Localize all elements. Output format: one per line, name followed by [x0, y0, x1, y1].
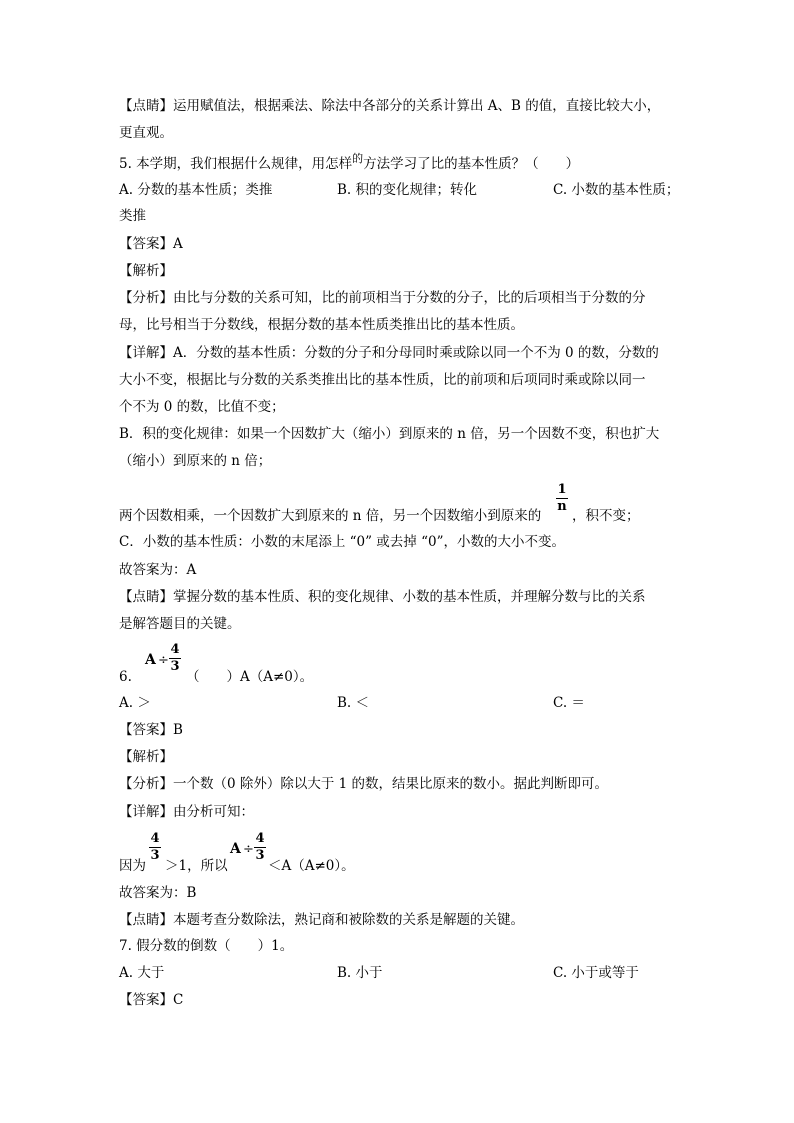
q6-question-rest: （ ）A（A≠0）。 — [186, 669, 314, 685]
q5-conclusion: 故答案为：A — [119, 562, 197, 578]
q6-expr-a: A — [145, 652, 156, 668]
q5-fraction-1-over-n: 1 n — [557, 482, 567, 514]
q7-option-a: A. 大于 — [119, 965, 165, 981]
q5-option-b: B. 积的变化规律；转化 — [337, 182, 478, 198]
q5-dianjing-line1: 【点睛】掌握分数的基本性质、积的变化规律、小数的基本性质，并理解分数与比的关系 — [119, 589, 646, 605]
q6-answer: 【答案】B — [119, 722, 183, 738]
q7-options — [119, 964, 679, 982]
q5-fenxi-line1: 【分析】由比与分数的关系可知，比的前项相当于分数的分子，比的后项相当于分数的分 — [119, 290, 646, 306]
q4-dianjing-line2: 更直观。 — [119, 125, 173, 141]
q6-expr-a-2: A — [230, 841, 241, 857]
q7-question: 7. 假分数的倒数（ ）1。 — [119, 938, 294, 954]
q5-answer: 【答案】A — [119, 236, 183, 252]
q5-dianjing-line2: 是解答题目的关键。 — [119, 616, 241, 632]
q5-xiangjie-line3: 个不为 0 的数，比值不变； — [119, 399, 285, 415]
q5-xiangjie-line1: 【详解】A．分数的基本性质：分数的分子和分母同时乘或除以同一个不为 0 的数，分数的 — [119, 345, 659, 361]
q6-fraction-4-3-2: 4 3 — [255, 831, 265, 863]
q7-answer: 【答案】C — [119, 992, 184, 1008]
q6-number: 6. — [119, 669, 132, 685]
q5-xiangjie-line5: （缩小）到原来的 n 倍； — [119, 453, 272, 469]
q6-fraction-4-3: 4 3 — [170, 642, 180, 674]
q6-conclusion: 故答案为：B — [119, 885, 197, 901]
q6-div-sign-2: ÷ — [243, 842, 254, 857]
q5-xiangjie-line6a: 两个因数相乘，一个因数扩大到原来的 n 倍，另一个因数缩小到原来的 — [119, 508, 542, 524]
q5-xiangjie-line6b: ，积不变； — [572, 508, 640, 524]
q6-div-sign: ÷ — [158, 653, 169, 668]
q6-option-a: A. ＞ — [119, 695, 151, 711]
q5-option-c: C. 小数的基本性质； — [553, 182, 680, 198]
q5-option-c-cont: 类推 — [119, 208, 146, 224]
q5-xiangjie-line2: 大小不变，根据比与分数的关系类推出比的基本性质，比的前项和后项同时乘或除以同一 — [119, 372, 646, 388]
q6-option-b: B. ＜ — [337, 695, 370, 711]
q5-question-sup: 的 — [352, 152, 364, 165]
q6-options — [119, 694, 679, 712]
q5-question: 5. 本学期，我们根据什么规律，用怎样$^的$方法学习了比的基本性质？（ ） — [119, 152, 580, 172]
q6-jiexi: 【解析】 — [119, 749, 173, 765]
q5-fenxi-line2: 母，比号相当于分数线，根据分数的基本性质类推出比的基本性质。 — [119, 317, 524, 333]
q6-because-fraction: 4 3 — [150, 831, 160, 863]
q6-option-c: C. ＝ — [553, 695, 585, 711]
q5-xiangjie-line4: B．积的变化规律：如果一个因数扩大（缩小）到原来的 n 倍，另一个因数不变，积也扩大 — [119, 426, 660, 442]
q6-dianjing: 【点睛】本题考查分数除法，熟记商和被除数的关系是解题的关键。 — [119, 912, 524, 928]
q4-dianjing-line1: 【点睛】运用赋值法，根据乘法、除法中各部分的关系计算出 A、B 的值，直接比较大小， — [119, 98, 661, 114]
q5-option-a: A. 分数的基本性质；类推 — [119, 182, 273, 198]
q5-jiexi: 【解析】 — [119, 263, 173, 279]
q6-fenxi: 【分析】一个数（0 除外）除以大于 1 的数，结果比原来的数小。据此判断即可。 — [119, 776, 609, 792]
q7-option-c: C. 小于或等于 — [553, 965, 639, 981]
q5-options — [119, 181, 679, 199]
q5-xiangjie-line7: C．小数的基本性质：小数的末尾添上 “0” 或去掉 “0”，小数的大小不变。 — [119, 534, 565, 550]
q6-xiangjie: 【详解】由分析可知： — [119, 804, 254, 820]
q6-lt-rest: ＜A（A≠0）。 — [268, 858, 355, 874]
q6-because: 因为 — [119, 858, 146, 874]
q7-option-b: B. 小于 — [337, 965, 383, 981]
q6-gt1-so: ＞1，所以 — [165, 858, 228, 874]
